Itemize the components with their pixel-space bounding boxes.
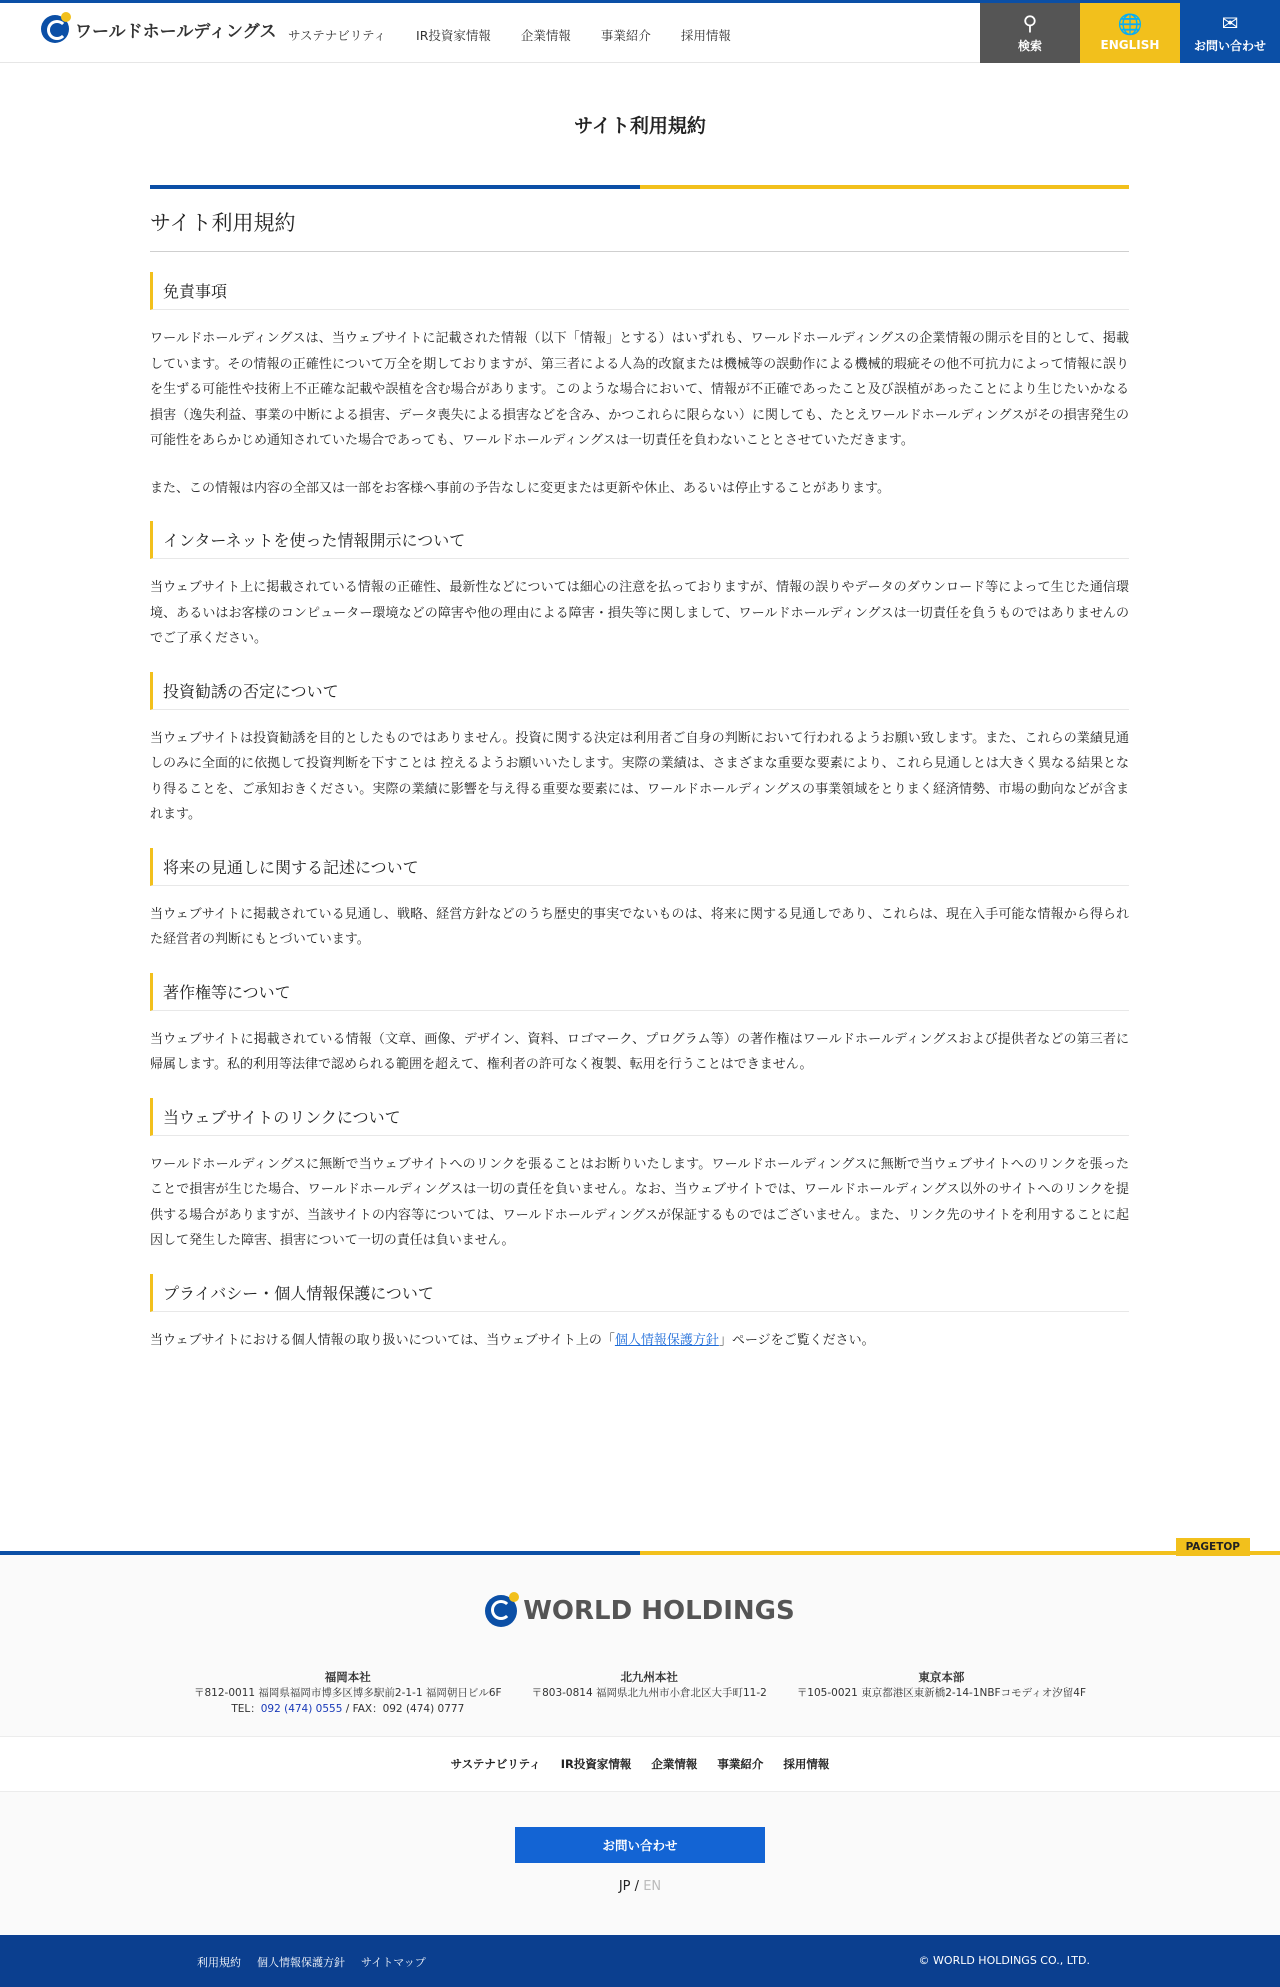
section-text: 当ウェブサイトに掲載されている見通し、戦略、経営方針などのうち歴史的事実でないものは、将来に関する見通しであり、これらは、現在入手可能な情報から得られた経営者の判断にもとづいています。 [150,906,1129,947]
tel-label: TEL： [231,1703,261,1715]
section-text: ワールドホールディングスは、当ウェブサイトに記載された情報（以下「情報」とする）はいずれも、ワールドホールディングスの企業情報の開示を目的として、掲載しています。その情報の正確性について万全を期しておりますが、第三者による人為的改竄または機械等の誤動作による機械的瑕疵その他不可抗力によって情報に誤りを生ずる可能性や技術上不正確な記載や誤植を含む場合があります。このような場合において、情報が不正確であったこと及び誤植があったことにより生じたいかなる損害（逸失利益、事業の中断による損害、データ喪失による損害などを含み、かつこれらに限らない）に関しても、たとえワールドホールディングスがその損害発生の可能性をあらかじめ通知されていた場合であっても、ワールドホールディングスは一切責任を負わないこととさせていただきます。 [150,331,1129,448]
office-address: 〒105-0021 東京都港区東新橋2-14-1NBFコモディオ汐留4F [796,1687,1086,1699]
lang-jp[interactable]: JP [618,1879,631,1894]
english-button[interactable] [1080,3,1180,63]
office-name: 東京本部 [918,1670,965,1684]
search-label: 検索 [1017,38,1042,53]
pagetop-button[interactable]: PAGETOP [1176,1538,1250,1556]
privacy-text [150,1328,1129,1354]
logo-mark-icon [41,15,69,43]
privacy-text-before: 当ウェブサイトにおける個人情報の取り扱いについては、当ウェブサイト上の「 [150,1332,615,1348]
title-divider [150,185,1129,189]
contact-label: お問い合わせ [1193,38,1266,53]
site-header [0,6,1280,63]
site-logo[interactable] [41,15,276,43]
office-list [0,1669,1280,1717]
office-kitakyushu [532,1669,767,1717]
footer-bottom-bar [0,1935,1280,1987]
section-title-disclaimer: 免責事項 [150,272,1129,310]
nav-recruit[interactable]: 採用情報 [680,27,731,43]
globe-icon: 🌐 [1117,12,1143,36]
footer-nav-company[interactable]: 企業情報 [651,1757,698,1771]
fax-text: / FAX：092 (474) 0777 [342,1703,465,1715]
language-switch [0,1879,1280,1894]
footer-divider [0,1551,1280,1555]
copyright: © WORLD HOLDINGS CO., LTD. [918,1954,1090,1967]
section-text: また、この情報は内容の全部又は一部をお客様へ事前の予告なしに変更または更新や休止、あるいは停止することがあります。 [150,480,890,496]
page-title: サイト利用規約 [574,115,706,137]
link-sitemap[interactable]: サイトマップ [361,1956,426,1969]
office-name: 福岡本社 [324,1670,371,1684]
footer-nav-recruit[interactable]: 採用情報 [783,1757,830,1771]
footer-nav-ir[interactable]: IR投資家情報 [560,1757,632,1771]
contact-button[interactable] [1180,3,1280,63]
section-title-investment: 投資勧誘の否定について [150,672,1129,710]
search-icon: ⚲ [1022,10,1038,35]
nav-company[interactable]: 企業情報 [520,27,571,43]
section-text: ワールドホールディングスに無断で当ウェブサイトへのリンクを張ることはお断りいたします。ワールドホールディングスに無断で当ウェブサイトへのリンクを張ったことで損害が生じた場合、ワールドホールディングスは一切の責任を負いません。なお、当ウェブサイトでは、ワールドホールディングス以外のサイトへのリンクを提供する場合がありますが、当該サイトの内容等については、ワールドホールディングスが保証するものではございません。また、リンク先のサイトを利用することに起因して発生した障害、損害について一切の責任は負いません。 [150,1156,1129,1248]
lang-en[interactable]: EN [643,1879,662,1894]
office-name: 北九州本社 [620,1670,678,1684]
office-tokyo [797,1669,1086,1717]
search-button[interactable] [980,3,1080,63]
nav-sustainability[interactable]: サステナビリティ [288,27,387,43]
lang-separator: / [634,1879,640,1894]
privacy-text-after: 」ページをご覧ください。 [718,1332,875,1348]
footer-nav [0,1736,1280,1792]
section-title-privacy: プライバシー・個人情報保護について [150,1274,1129,1312]
tel-link[interactable]: 092 (474) 0555 [260,1703,343,1715]
link-terms[interactable]: 利用規約 [197,1956,241,1969]
office-fukuoka [194,1669,502,1717]
logo-text: ワールドホールディングス [75,21,277,42]
header-buttons [980,3,1280,63]
footer-contact-button[interactable]: お問い合わせ [515,1827,765,1863]
section-text: 当ウェブサイトに掲載されている情報（文章、画像、デザイン、資料、ロゴマーク、プログラム等）の著作権はワールドホールディングスおよび提供者などの第三者に帰属します。私的利用等法律で認められる範囲を超えて、権利者の許可なく複製、転用を行うことはできません。 [150,1031,1129,1072]
footer-logo[interactable] [0,1595,1280,1627]
main-content [150,203,1129,1353]
office-contact [194,1701,502,1717]
logo-mark-icon [485,1595,517,1627]
nav-business[interactable]: 事業紹介 [600,27,651,43]
footer-nav-sustainability[interactable]: サステナビリティ [450,1757,541,1771]
section-title-internet: インターネットを使った情報開示について [150,521,1129,559]
global-nav [288,6,761,63]
english-label: ENGLISH [1100,38,1160,52]
section-title-forecast: 将来の見通しに関する記述について [150,848,1129,886]
nav-ir[interactable]: IR投資家情報 [416,27,491,43]
footer-bottom-links [197,1954,426,1970]
section-title-links: 当ウェブサイトのリンクについて [150,1098,1129,1136]
section-text: 当ウェブサイトは投資勧誘を目的としたものではありません。投資に関する決定は利用者ご自身の判断において行われるようお願い致します。また、これらの業績見通しのみに全面的に依拠して投資判断を下すことは 控えるようお願いいたします。実際の業績は、さまざまな重要な要素により、これら見通しとは大きく異なる結果となり得ることを、ご承知おきください。実際の業績に影響を与え得る重要な要素には、ワールドホールディングスの事業領域をとりまく経済情勢、市場の動向などが含まれます。 [150,730,1129,822]
section-text: 当ウェブサイト上に掲載されている情報の正確性、最新性などについては細心の注意を払っておりますが、情報の誤りやデータのダウンロード等によって生じた通信環境、あるいはお客様のコンピューター環境などの障害や他の理由による障害・損失等に関しまして、ワールドホールディングスは一切責任を負うものではありませんのでご了承ください。 [150,580,1129,646]
privacy-policy-link[interactable]: 個人情報保護方針 [614,1332,719,1348]
office-address: 〒803-0814 福岡県北九州市小倉北区大手町11-2 [531,1687,767,1699]
footer-logo-text: WORLD HOLDINGS [523,1596,795,1626]
section-title-copyright: 著作権等について [150,973,1129,1011]
content-heading: サイト利用規約 [150,203,1129,252]
mail-icon: ✉ [1221,10,1239,35]
office-address: 〒812-0011 福岡県福岡市博多区博多駅前2-1-1 福岡朝日ビル6F [194,1687,502,1699]
site-footer [0,1541,1280,1987]
link-privacy[interactable]: 個人情報保護方針 [257,1956,345,1969]
footer-nav-business[interactable]: 事業紹介 [717,1757,764,1771]
